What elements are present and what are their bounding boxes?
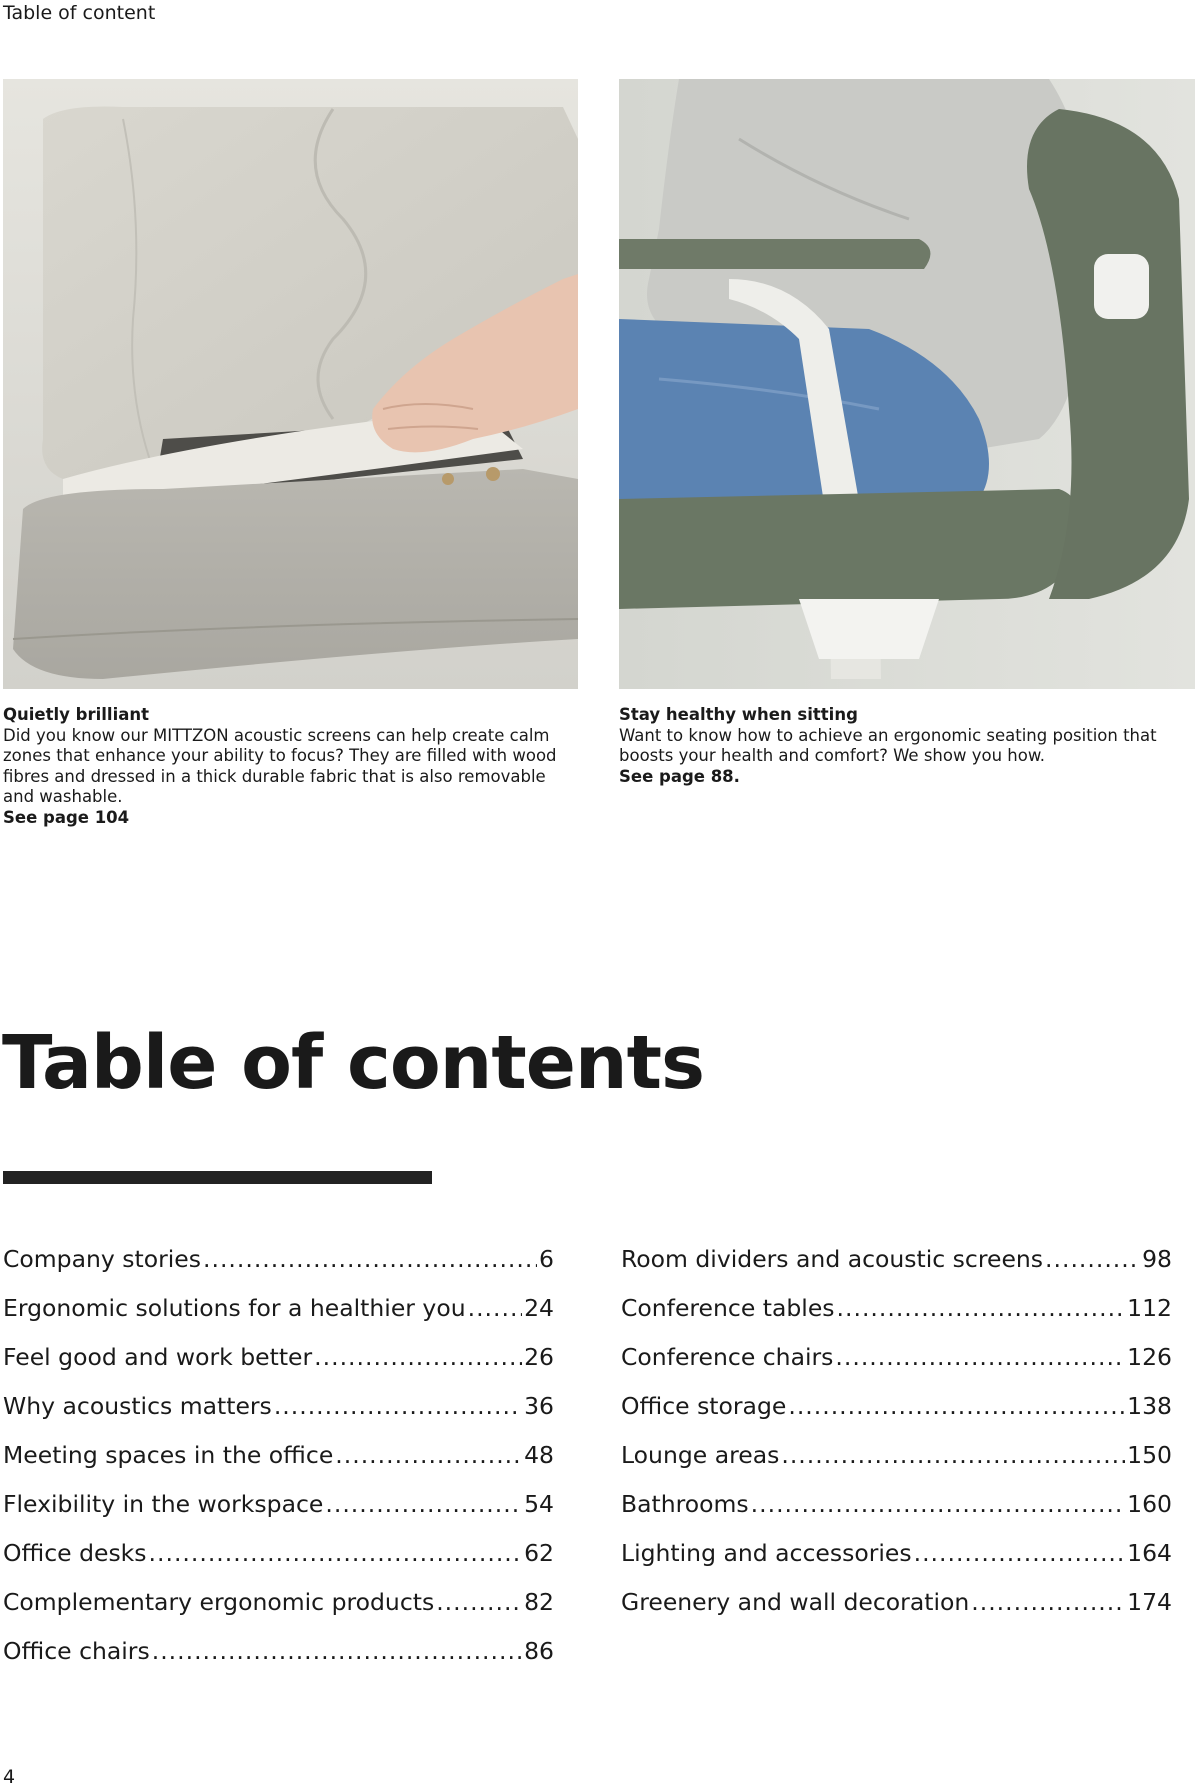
toc-entry-page: 138 bbox=[1127, 1392, 1172, 1420]
toc-entry-label: Bathrooms bbox=[621, 1490, 749, 1518]
toc-entry-label: Conference tables bbox=[621, 1294, 835, 1322]
toc-entry[interactable] bbox=[3, 1294, 554, 1343]
toc-leader-dots bbox=[971, 1588, 1125, 1616]
toc-leader-dots bbox=[1045, 1245, 1140, 1273]
toc-leader-dots bbox=[274, 1392, 522, 1420]
toc-entry-label: Meeting spaces in the office bbox=[3, 1441, 334, 1469]
toc-entry-page: 48 bbox=[524, 1441, 554, 1469]
acoustic-screen-photo bbox=[3, 79, 578, 689]
toc-entry[interactable] bbox=[3, 1392, 554, 1441]
toc-entry-label: Company stories bbox=[3, 1245, 201, 1273]
page-number: 4 bbox=[3, 1766, 16, 1788]
toc-entry[interactable] bbox=[3, 1539, 554, 1588]
toc-entry[interactable] bbox=[621, 1392, 1172, 1441]
toc-entry[interactable] bbox=[621, 1245, 1172, 1294]
toc-leader-dots bbox=[149, 1539, 523, 1567]
toc-entry[interactable] bbox=[621, 1441, 1172, 1490]
toc-entry-label: Ergonomic solutions for a healthier you bbox=[3, 1294, 466, 1322]
feature-body: Did you know our MITTZON acoustic screens can help create calm zones that enhance your ability to focus? They are filled with wood fibres and dressed in a thick durable fabric that is also removable and washable. bbox=[3, 725, 557, 806]
toc-entry-page: 54 bbox=[524, 1490, 554, 1518]
title-underline-bar bbox=[3, 1171, 432, 1184]
toc-entry[interactable] bbox=[621, 1294, 1172, 1343]
toc-list-left bbox=[3, 1245, 554, 1686]
toc-entry-page: 160 bbox=[1127, 1490, 1172, 1518]
toc-entry-label: Feel good and work better bbox=[3, 1343, 313, 1371]
toc-entry[interactable] bbox=[3, 1490, 554, 1539]
toc-entry-label: Flexibility in the workspace bbox=[3, 1490, 324, 1518]
toc-entry-page: 98 bbox=[1142, 1245, 1172, 1273]
toc-entry-label: Why acoustics matters bbox=[3, 1392, 272, 1420]
feature-body: Want to know how to achieve an ergonomic seating position that boosts your health and comfort? We show you how. bbox=[619, 725, 1157, 765]
toc-leader-dots bbox=[314, 1343, 522, 1371]
toc-entry-page: 26 bbox=[524, 1343, 554, 1371]
toc-leader-dots bbox=[436, 1588, 522, 1616]
feature-caption-acoustic bbox=[3, 705, 573, 828]
toc-entry-label: Room dividers and acoustic screens bbox=[621, 1245, 1044, 1273]
toc-leader-dots bbox=[335, 1441, 522, 1469]
toc-entry-page: 36 bbox=[524, 1392, 554, 1420]
toc-entry-page: 82 bbox=[524, 1588, 554, 1616]
toc-entry-label: Conference chairs bbox=[621, 1343, 834, 1371]
toc-entry[interactable] bbox=[3, 1343, 554, 1392]
ergonomic-chair-illustration bbox=[619, 79, 1195, 689]
toc-entry[interactable] bbox=[3, 1637, 554, 1686]
toc-entry-page: 6 bbox=[539, 1245, 554, 1273]
toc-entry[interactable] bbox=[621, 1490, 1172, 1539]
toc-leader-dots bbox=[751, 1490, 1125, 1518]
toc-entry[interactable] bbox=[621, 1539, 1172, 1588]
feature-page-reference[interactable]: See page 88. bbox=[619, 766, 740, 786]
toc-leader-dots bbox=[837, 1294, 1126, 1322]
toc-list-right bbox=[621, 1245, 1172, 1637]
toc-leader-dots bbox=[152, 1637, 522, 1665]
toc-leader-dots bbox=[914, 1539, 1126, 1567]
toc-entry[interactable] bbox=[3, 1588, 554, 1637]
toc-entry-label: Greenery and wall decoration bbox=[621, 1588, 970, 1616]
feature-page-reference[interactable]: See page 104 bbox=[3, 807, 130, 827]
toc-leader-dots bbox=[788, 1392, 1125, 1420]
toc-entry-label: Lighting and accessories bbox=[621, 1539, 912, 1567]
toc-leader-dots bbox=[835, 1343, 1125, 1371]
toc-entry[interactable] bbox=[3, 1245, 554, 1294]
toc-entry-page: 62 bbox=[524, 1539, 554, 1567]
toc-leader-dots bbox=[781, 1441, 1125, 1469]
feature-title: Stay healthy when sitting bbox=[619, 705, 858, 724]
toc-entry-label: Office storage bbox=[621, 1392, 787, 1420]
toc-entry-label: Complementary ergonomic products bbox=[3, 1588, 435, 1616]
acoustic-screen-illustration bbox=[3, 79, 578, 689]
toc-entry-page: 24 bbox=[524, 1294, 554, 1322]
toc-entry-page: 164 bbox=[1127, 1539, 1172, 1567]
toc-leader-dots bbox=[468, 1294, 523, 1322]
toc-leader-dots bbox=[325, 1490, 522, 1518]
toc-entry-page: 126 bbox=[1127, 1343, 1172, 1371]
toc-entry-page: 86 bbox=[524, 1637, 554, 1665]
toc-entry[interactable] bbox=[621, 1343, 1172, 1392]
toc-entry-page: 112 bbox=[1127, 1294, 1172, 1322]
page-title: Table of contents bbox=[2, 1020, 705, 1106]
toc-leader-dots bbox=[203, 1245, 537, 1273]
feature-title: Quietly brilliant bbox=[3, 705, 150, 724]
toc-entry-label: Lounge areas bbox=[621, 1441, 780, 1469]
toc-entry-label: Office chairs bbox=[3, 1637, 150, 1665]
toc-entry[interactable] bbox=[621, 1588, 1172, 1637]
toc-entry[interactable] bbox=[3, 1441, 554, 1490]
feature-caption-ergonomic bbox=[619, 705, 1179, 787]
toc-entry-page: 174 bbox=[1127, 1588, 1172, 1616]
toc-entry-page: 150 bbox=[1127, 1441, 1172, 1469]
running-header: Table of content bbox=[3, 2, 156, 24]
ergonomic-chair-photo bbox=[619, 79, 1195, 689]
toc-entry-label: Office desks bbox=[3, 1539, 147, 1567]
